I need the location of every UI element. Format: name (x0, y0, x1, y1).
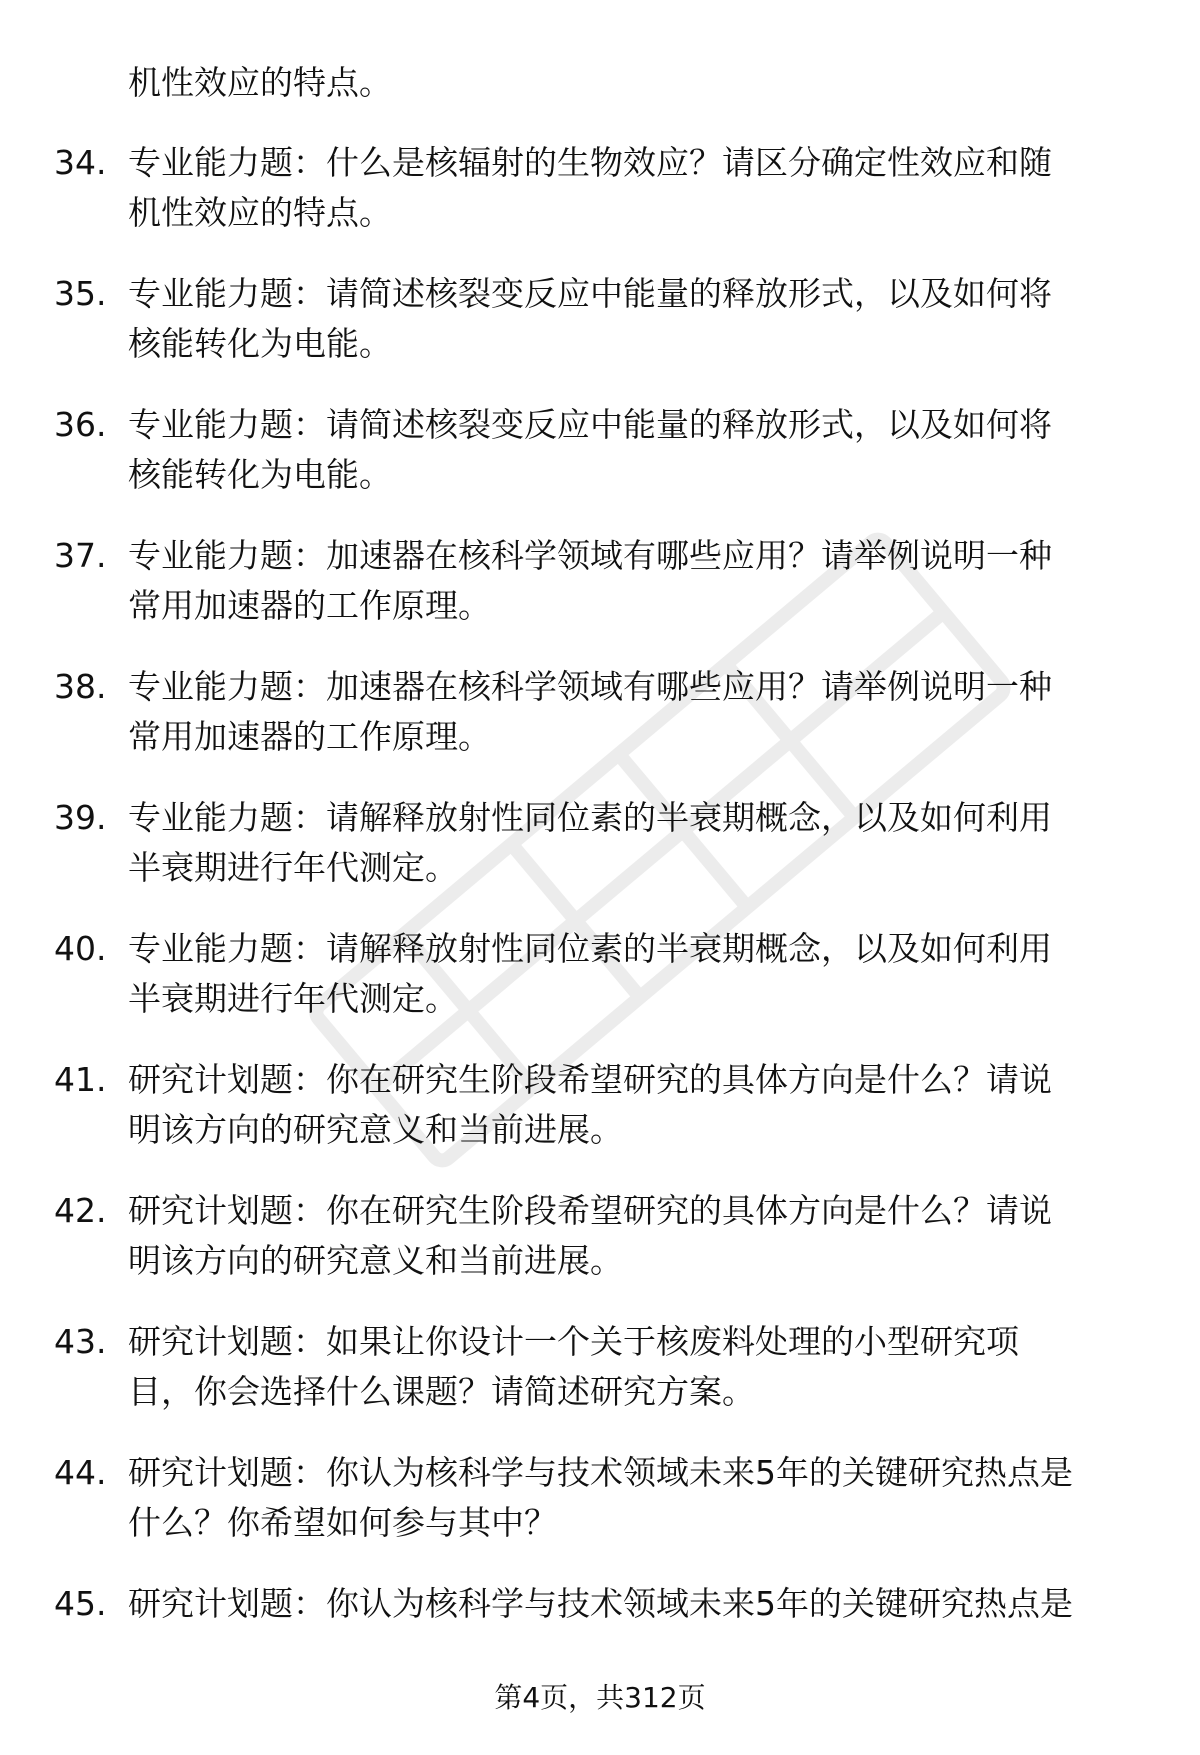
question-item (0, 531, 1200, 631)
page-footer: 第4页，共312页 (494, 1681, 706, 1714)
question-item (0, 662, 1200, 762)
question-text: 专业能力题：请简述核裂变反应中能量的释放形式，以及如何将 核能转化为电能。 (128, 405, 1052, 494)
question-text: 研究计划题：你认为核科学与技术领域未来5年的关键研究热点是 (128, 1584, 1073, 1623)
question-text: 研究计划题：如果让你设计一个关于核废料处理的小型研究项 目，你会选择什么课题？请简述研究方案。 (128, 1322, 1019, 1411)
question-text: 专业能力题：加速器在核科学领域有哪些应用？请举例说明一种 常用加速器的工作原理。 (128, 536, 1052, 625)
question-item (0, 924, 1200, 1024)
question-number: 38. (54, 667, 107, 706)
question-number: 34. (54, 143, 107, 182)
question-number: 41. (54, 1060, 107, 1099)
question-text: 研究计划题：你认为核科学与技术领域未来5年的关键研究热点是 什么？你希望如何参与其中？ (128, 1453, 1073, 1542)
question-number: 45. (54, 1584, 107, 1623)
question-number: 37. (54, 536, 107, 575)
question-text: 研究计划题：你在研究生阶段希望研究的具体方向是什么？请说 明该方向的研究意义和当前进展。 (128, 1191, 1052, 1280)
question-number: 40. (54, 929, 107, 968)
question-text: 专业能力题：请简述核裂变反应中能量的释放形式，以及如何将 核能转化为电能。 (128, 274, 1052, 363)
question-number: 36. (54, 405, 107, 444)
question-item (0, 1055, 1200, 1155)
question-list (0, 138, 1200, 1660)
question-text: 专业能力题：请解释放射性同位素的半衰期概念，以及如何利用 半衰期进行年代测定。 (128, 929, 1052, 1018)
question-item (0, 1186, 1200, 1286)
question-item (0, 269, 1200, 369)
question-item (0, 1317, 1200, 1417)
question-item (0, 1579, 1200, 1629)
question-text: 专业能力题：什么是核辐射的生物效应？请区分确定性效应和随 机性效应的特点。 (128, 143, 1052, 232)
question-item (0, 400, 1200, 500)
question-text: 专业能力题：请解释放射性同位素的半衰期概念，以及如何利用 半衰期进行年代测定。 (128, 798, 1052, 887)
question-text: 专业能力题：加速器在核科学领域有哪些应用？请举例说明一种 常用加速器的工作原理。 (128, 667, 1052, 756)
question-number: 44. (54, 1453, 107, 1492)
question-item (0, 138, 1200, 238)
question-item (0, 793, 1200, 893)
question-number: 39. (54, 798, 107, 837)
question-text: 研究计划题：你在研究生阶段希望研究的具体方向是什么？请说 明该方向的研究意义和当前进展。 (128, 1060, 1052, 1149)
question-item (0, 1448, 1200, 1548)
question-number: 42. (54, 1191, 107, 1230)
continued-question-text: 机性效应的特点。 (128, 63, 392, 102)
question-number: 43. (54, 1322, 107, 1361)
question-number: 35. (54, 274, 107, 313)
